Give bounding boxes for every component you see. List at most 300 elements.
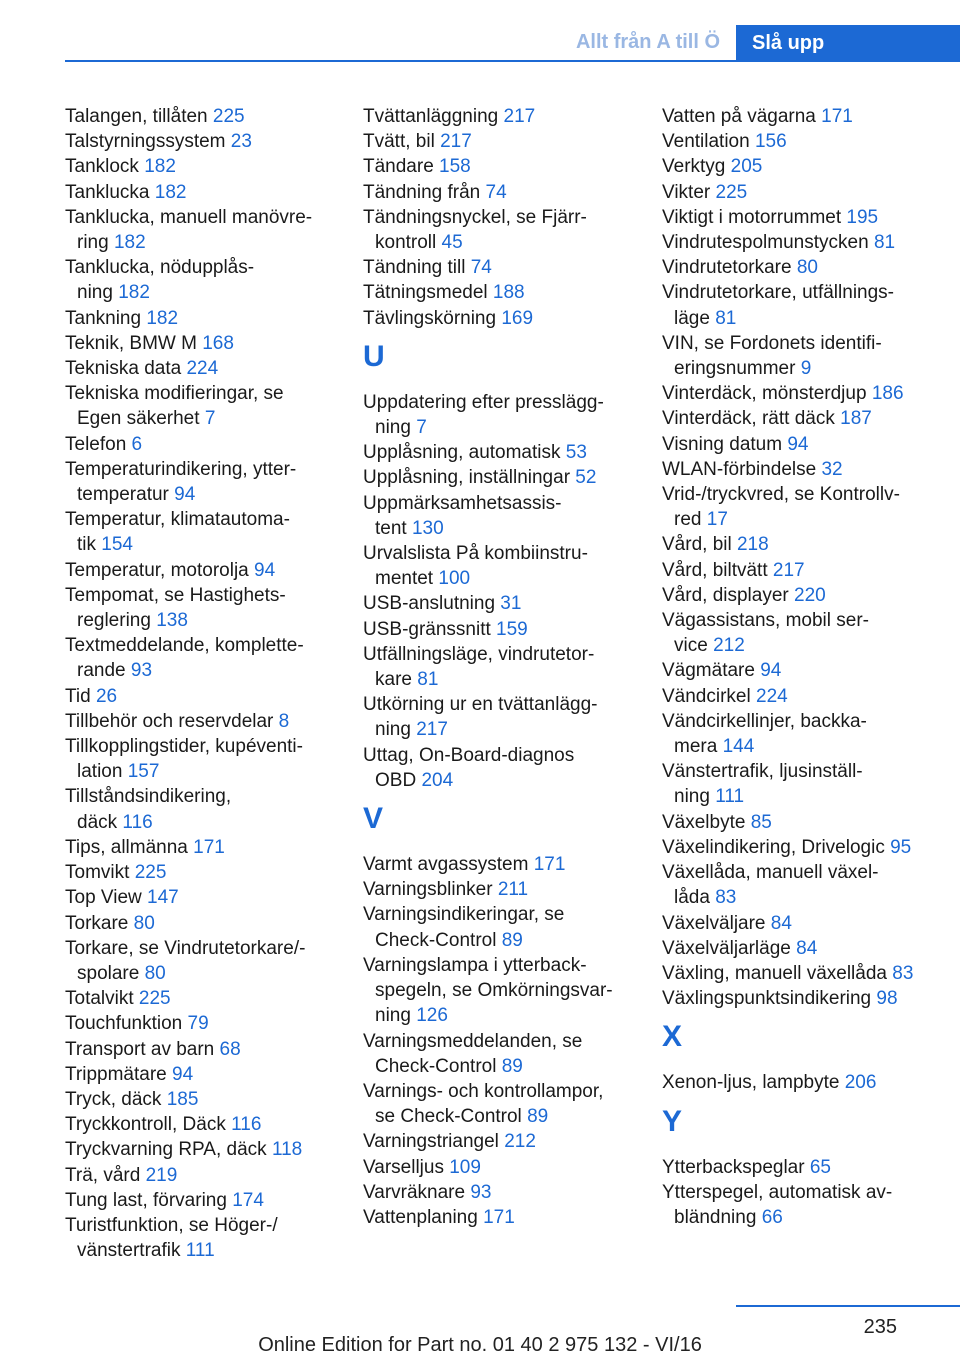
page-reference-link[interactable]: 116 [231, 1114, 262, 1136]
entry-term: Vindrutespolmunstycken [662, 232, 874, 254]
page-reference-link[interactable]: 144 [722, 736, 755, 758]
entry-continuation: lation [77, 761, 128, 783]
entry-term: Tvättanläggning [363, 106, 504, 127]
page-reference-link[interactable]: 186 [871, 383, 904, 405]
entry-term: Vindrutetorkare [662, 257, 797, 279]
page-reference-link[interactable]: 212 [504, 1131, 536, 1153]
index-entry [65, 986, 335, 1011]
page-reference-link[interactable]: 154 [101, 534, 133, 556]
index-entry [65, 1011, 335, 1036]
index-entry [65, 911, 335, 936]
entry-term: Talangen, tillåten [65, 106, 213, 127]
index-entry [662, 961, 952, 986]
page-reference-link[interactable]: 83 [892, 962, 914, 984]
page-reference-link[interactable]: 89 [501, 1055, 523, 1077]
entry-term: Xenon-ljus, lampbyte [662, 1072, 845, 1094]
index-entry [662, 1155, 952, 1180]
entry-continuation: spolare [77, 962, 145, 984]
page-reference-link[interactable]: 212 [713, 635, 745, 657]
page-reference-link[interactable]: 80 [144, 962, 166, 984]
page-reference-link[interactable]: 195 [846, 206, 879, 228]
entry-continuation: ning [375, 417, 417, 439]
index-entry [662, 532, 952, 557]
entry-continuation: tik [77, 534, 102, 556]
entry-term: Tankning [65, 307, 147, 329]
entry-term: Varmt avgassystem [363, 854, 534, 876]
entry-term: USB-anslutning [363, 593, 501, 615]
entry-term: Turistfunktion, se Höger-/ [65, 1214, 278, 1236]
edition-footer: Online Edition for Part no. 01 40 2 975 132 - VI/16 [258, 1334, 702, 1356]
page-reference-link[interactable]: 17 [706, 509, 728, 531]
page-reference-link[interactable]: 100 [438, 568, 471, 590]
page-reference-link[interactable]: 206 [844, 1072, 877, 1094]
entry-continuation: red [674, 509, 707, 531]
entry-continuation: mentet [375, 568, 439, 590]
index-entry [65, 129, 335, 154]
entry-term: Temperatur, motorolja [65, 559, 255, 581]
entry-term: Utfällningsläge, vindrutetor- [363, 643, 595, 665]
page-reference-link[interactable]: 225 [212, 106, 245, 127]
index-entry [363, 1155, 633, 1180]
entry-term: USB-gränssnitt [363, 618, 497, 640]
entry-term: Ytterbackspeglar [662, 1156, 810, 1178]
page-reference-link[interactable]: 74 [485, 181, 507, 203]
page-reference-link[interactable]: 79 [187, 1013, 209, 1035]
page-reference-link[interactable]: 94 [760, 660, 782, 682]
page-reference-link[interactable]: 171 [821, 106, 853, 127]
index-entry [65, 205, 335, 255]
page-reference-link[interactable]: 53 [565, 442, 587, 464]
page-reference-link[interactable]: 85 [750, 811, 772, 833]
index-entry [65, 885, 335, 910]
index-entry [662, 205, 952, 230]
index-entry [662, 911, 952, 936]
index-entry [65, 154, 335, 179]
page-reference-link[interactable]: 65 [809, 1156, 831, 1178]
entry-continuation: vice [674, 635, 714, 657]
entry-continuation: se Check-Control [375, 1106, 528, 1128]
index-entry [65, 1062, 335, 1087]
entry-term: Vinterdäck, mönsterdjup [662, 383, 872, 405]
index-entry [65, 1213, 335, 1263]
entry-term: Textmeddelande, komplette- [65, 635, 304, 657]
index-entry [662, 583, 952, 608]
index-entry [363, 1079, 633, 1129]
entry-term: Varvräknare [363, 1181, 471, 1203]
page-reference-link[interactable]: 109 [449, 1156, 481, 1178]
entry-continuation: Egen säkerhet [77, 408, 205, 430]
page-reference-link[interactable]: 89 [527, 1106, 549, 1128]
index-entry [363, 877, 633, 902]
page-reference-link[interactable]: 95 [890, 836, 912, 858]
entry-term: Tryck, däck [65, 1088, 167, 1110]
entry-term: Ytterspegel, automatisk av- [662, 1181, 893, 1203]
page-reference-link[interactable]: 225 [715, 181, 748, 203]
entry-term: Vrid-/tryckvred, se Kontrollv- [662, 484, 900, 506]
page-reference-link[interactable]: 130 [411, 517, 444, 539]
page-reference-link[interactable]: 182 [144, 156, 176, 178]
page-reference-link[interactable]: 157 [127, 761, 160, 783]
entry-term: Tävlingskörning [363, 307, 502, 329]
entry-term: Tanklock [65, 156, 145, 178]
index-entry [65, 860, 335, 885]
page-reference-link[interactable]: 80 [796, 257, 818, 279]
index-entry [662, 1070, 952, 1095]
entry-term: Växellåda, manuell växel- [662, 862, 879, 884]
entry-term: WLAN-förbindelse [662, 458, 822, 480]
index-entry [363, 541, 633, 591]
page-reference-link[interactable]: 225 [138, 988, 171, 1010]
entry-continuation: kontroll [375, 232, 442, 254]
entry-term: Varningsmeddelanden, se [363, 1030, 583, 1052]
index-entry [363, 390, 633, 440]
page-reference-link[interactable]: 156 [754, 131, 787, 153]
page-reference-link[interactable]: 220 [794, 584, 826, 606]
entry-term: Tekniska modifieringar, se [65, 383, 284, 405]
entry-term: Tvätt, bil [363, 131, 441, 153]
page-reference-link[interactable]: 217 [772, 559, 805, 581]
index-entry [363, 280, 633, 305]
entry-term: Telefon [65, 433, 132, 455]
entry-term: Temperaturindikering, ytter- [65, 458, 297, 480]
index-entry [363, 743, 633, 793]
page-reference-link[interactable]: 84 [770, 912, 792, 934]
entry-term: Växelväljare [662, 912, 771, 934]
entry-term: Vård, displayer [662, 584, 795, 606]
entry-term: Tung last, förvaring [65, 1189, 233, 1211]
page-reference-link[interactable]: 94 [254, 559, 276, 581]
index-entry [662, 230, 952, 255]
index-letter-heading: X [662, 1020, 683, 1054]
page-reference-link[interactable]: 171 [193, 836, 225, 858]
entry-term: Tempomat, se Hastighets- [65, 584, 286, 606]
page-reference-link[interactable]: 182 [146, 307, 179, 329]
page-reference-link[interactable]: 126 [416, 1005, 448, 1027]
index-entry [65, 734, 335, 784]
page-reference-link[interactable]: 84 [796, 937, 818, 959]
entry-term: Upplåsning, automatisk [363, 442, 566, 464]
index-entry [65, 1137, 335, 1162]
page-reference-link[interactable]: 174 [232, 1189, 264, 1211]
entry-term: Tändningsnyckel, se Fjärr- [363, 206, 587, 228]
index-entry [65, 583, 335, 633]
page-reference-link[interactable]: 26 [95, 685, 118, 707]
page-reference-link[interactable]: 188 [492, 282, 525, 304]
entry-term: Vikter [662, 181, 716, 203]
entry-term: Varningsblinker [363, 879, 498, 901]
index-entry [363, 129, 633, 154]
index-entry [662, 658, 952, 683]
page-reference-link[interactable]: 182 [154, 181, 187, 203]
entry-term: Torkare [65, 912, 134, 934]
index-entry [363, 1129, 633, 1154]
entry-term: Ventilation [662, 131, 755, 153]
entry-term: Varselljus [363, 1156, 450, 1178]
index-entry [363, 852, 633, 877]
entry-term: Tryckkontroll, Däck [65, 1114, 232, 1136]
page-reference-link[interactable]: 158 [439, 156, 471, 178]
page-reference-link[interactable]: 182 [118, 282, 150, 304]
index-entry [363, 692, 633, 742]
entry-term: Verktyg [662, 156, 731, 178]
entry-term: Transport av barn [65, 1038, 220, 1060]
index-entry [65, 180, 335, 205]
entry-term: Tomvikt [65, 862, 135, 884]
entry-term: Tanklucka, nödupplås- [65, 257, 255, 279]
page-reference-link[interactable]: 211 [497, 879, 529, 901]
index-entry [65, 432, 335, 457]
page-reference-link[interactable]: 81 [417, 669, 439, 691]
entry-term: Trippmätare [65, 1063, 172, 1085]
index-entry [662, 280, 952, 330]
index-letter-heading: Y [662, 1104, 683, 1138]
entry-term: Trä, vård [65, 1164, 146, 1186]
index-entry [662, 936, 952, 961]
page-reference-link[interactable]: 224 [186, 358, 219, 380]
page-reference-link[interactable]: 7 [204, 408, 216, 430]
index-entry [363, 902, 633, 952]
entry-continuation: tent [375, 517, 412, 539]
index-entry [65, 936, 335, 986]
entry-term: Tillbehör och reservdelar [65, 710, 279, 732]
index-entry [363, 465, 633, 490]
page-reference-link[interactable]: 187 [840, 408, 872, 430]
index-entry [65, 684, 335, 709]
index-entry [65, 1188, 335, 1213]
page-reference-link[interactable]: 147 [147, 887, 179, 909]
entry-term: Vändcirkel [662, 685, 756, 707]
entry-term: Tid [65, 685, 96, 707]
page-reference-link[interactable]: 32 [821, 458, 843, 480]
entry-term: Tryckvarning RPA, däck [65, 1139, 272, 1161]
index-entry [363, 491, 633, 541]
page-reference-link[interactable]: 205 [730, 156, 763, 178]
entry-continuation: ning [375, 1005, 417, 1027]
entry-continuation: spegeln, se Omkörningsvar- [375, 980, 613, 1002]
entry-term: Växelbyte [662, 811, 751, 833]
page-reference-link[interactable]: 168 [202, 332, 234, 354]
page-reference-link[interactable]: 217 [416, 719, 448, 741]
page-reference-link[interactable]: 111 [185, 1240, 215, 1262]
entry-term: Tändning till [363, 257, 471, 279]
page-reference-link[interactable]: 138 [156, 610, 188, 632]
page-reference-link[interactable]: 93 [470, 1181, 492, 1203]
index-entry [662, 255, 952, 280]
page-reference-link[interactable]: 52 [575, 467, 597, 489]
entry-term: Top View [65, 887, 148, 909]
entry-continuation: läge [674, 307, 716, 329]
entry-term: Vägmätare [662, 660, 761, 682]
entry-term: Varningslampa i ytterback- [363, 954, 587, 976]
page-reference-link[interactable]: 171 [533, 854, 566, 876]
index-entry [662, 457, 952, 482]
page-reference-link[interactable]: 98 [876, 988, 898, 1010]
entry-term: Uttag, On-Board-diagnos [363, 744, 575, 766]
entry-term: Vård, bil [662, 534, 737, 556]
page-reference-link[interactable]: 9 [800, 358, 812, 380]
page-reference-link[interactable]: 182 [113, 232, 146, 254]
page-reference-link[interactable]: 93 [130, 660, 153, 682]
index-entry [662, 810, 952, 835]
page-reference-link[interactable]: 94 [174, 484, 196, 506]
page-reference-link[interactable]: 45 [441, 232, 463, 254]
index-entry [662, 406, 952, 431]
index-entry [65, 457, 335, 507]
page-reference-link[interactable]: 218 [736, 534, 769, 556]
index-entry [363, 1029, 633, 1079]
index-entry [65, 558, 335, 583]
index-entry [65, 507, 335, 557]
index-entry [65, 331, 335, 356]
page-reference-link[interactable]: 8 [278, 710, 290, 732]
index-entry [65, 255, 335, 305]
section-tab-a-to-o[interactable]: Allt från A till Ö [575, 31, 721, 53]
index-entry [65, 306, 335, 331]
entry-continuation: bländning [674, 1206, 762, 1228]
page-number: 235 [863, 1316, 897, 1338]
index-entry [65, 1112, 335, 1137]
index-entry [662, 180, 952, 205]
index-entry [662, 709, 952, 759]
entry-term: Viktigt i motorrummet [662, 206, 847, 228]
page-reference-link[interactable]: 111 [715, 786, 745, 808]
entry-continuation: Check-Control [375, 929, 502, 951]
entry-continuation: OBD [375, 769, 422, 791]
index-entry [662, 608, 952, 658]
entry-term: Växling, manuell växellåda [662, 962, 893, 984]
index-entry [65, 709, 335, 734]
index-entry [363, 440, 633, 465]
index-entry [65, 104, 335, 129]
index-entry [662, 860, 952, 910]
entry-continuation: ring [77, 232, 114, 254]
index-entry [65, 356, 335, 381]
entry-term: Tanklucka, manuell manövre- [65, 206, 313, 228]
entry-term: Vändcirkellinjer, backka- [662, 710, 867, 732]
page-reference-link[interactable]: 81 [873, 232, 896, 254]
entry-term: Uppdatering efter presslägg- [363, 391, 604, 413]
page-reference-link[interactable]: 171 [483, 1206, 515, 1228]
page-reference-link[interactable]: 225 [134, 862, 167, 884]
index-entry [65, 784, 335, 834]
page-reference-link[interactable]: 94 [787, 433, 809, 455]
page-reference-link[interactable]: 159 [496, 618, 528, 640]
page-reference-link[interactable]: 185 [166, 1088, 199, 1110]
entry-term: Vattenplaning [363, 1206, 484, 1228]
index-column-1 [65, 104, 335, 1263]
entry-term: Totalvikt [65, 988, 139, 1010]
entry-term: Temperatur, klimatautoma- [65, 509, 290, 531]
entry-term: Utkörning ur en tvättanlägg- [363, 694, 598, 716]
index-column-3 [662, 104, 952, 1230]
index-entry [363, 180, 633, 205]
page-reference-link[interactable]: 94 [172, 1063, 194, 1085]
index-entry [662, 331, 952, 381]
page-reference-link[interactable]: 80 [133, 912, 155, 934]
page-reference-link[interactable]: 217 [440, 131, 472, 153]
entry-continuation: eringsnummer [674, 358, 801, 380]
page-reference-link[interactable]: 31 [500, 593, 522, 615]
page-reference-link[interactable]: 68 [219, 1038, 241, 1060]
entry-term: VIN, se Fordonets identifi- [662, 332, 882, 354]
index-entry [65, 1087, 335, 1112]
entry-continuation: reglering [77, 610, 157, 632]
entry-term: Torkare, se Vindrutetorkare/- [65, 937, 306, 959]
page-reference-link[interactable]: 23 [230, 131, 252, 153]
entry-continuation: låda [674, 887, 716, 909]
page-reference-link[interactable]: 204 [421, 769, 454, 791]
index-entry [662, 986, 952, 1011]
entry-continuation: vänstertrafik [77, 1240, 186, 1262]
entry-term: Uppmärksamhetsassis- [363, 492, 562, 514]
index-entry [363, 1205, 633, 1230]
page-reference-link[interactable]: 89 [501, 929, 523, 951]
page-reference-link[interactable]: 169 [501, 307, 534, 329]
entry-term: Tändning från [363, 181, 486, 203]
index-letter-heading: V [363, 802, 384, 836]
header-rule [65, 60, 960, 62]
page-reference-link[interactable]: 66 [761, 1206, 783, 1228]
entry-term: Vård, biltvätt [662, 559, 773, 581]
page-reference-link[interactable]: 116 [122, 811, 153, 833]
entry-term: Tanklucka [65, 181, 155, 203]
index-column-2 [363, 104, 633, 1230]
entry-term: Varningstriangel [363, 1131, 505, 1153]
entry-term: Växelväljarläge [662, 937, 797, 959]
index-entry [363, 205, 633, 255]
entry-term: Tips, allmänna [65, 836, 194, 858]
page-reference-link[interactable]: 224 [756, 685, 788, 707]
index-letter-heading: U [363, 339, 385, 373]
index-entry [65, 1163, 335, 1188]
entry-term: Vänstertrafik, ljusinställ- [662, 761, 863, 783]
index-entry [65, 381, 335, 431]
entry-term: Tekniska data [65, 358, 187, 380]
page-reference-link[interactable]: 118 [271, 1139, 303, 1161]
entry-continuation: temperatur [77, 484, 175, 506]
index-entry [363, 255, 633, 280]
entry-term: Vatten på vägarna [662, 106, 822, 127]
index-entry [363, 591, 633, 616]
page-reference-link[interactable]: 219 [145, 1164, 178, 1186]
entry-continuation: Check-Control [375, 1055, 502, 1077]
page-reference-link[interactable]: 7 [416, 417, 427, 439]
entry-term: Urvalslista På kombiinstru- [363, 543, 588, 565]
index-entry [363, 154, 633, 179]
entry-term: Växelindikering, Drivelogic [662, 836, 891, 858]
index-entry [662, 684, 952, 709]
section-tab-lookup[interactable]: Slå upp [736, 25, 960, 62]
entry-continuation: däck [77, 811, 123, 833]
index-entry [65, 1037, 335, 1062]
page-reference-link[interactable]: 74 [470, 257, 492, 279]
page-reference-link[interactable]: 81 [715, 307, 737, 329]
index-entry [363, 306, 633, 331]
entry-term: Upplåsning, inställningar [363, 467, 576, 489]
entry-term: Tändare [363, 156, 440, 178]
index-entry [662, 104, 952, 129]
page-reference-link[interactable]: 6 [131, 433, 143, 455]
entry-term: Touchfunktion [65, 1013, 188, 1035]
index-entry [662, 558, 952, 583]
entry-term: Tillkopplingstider, kupéventi- [65, 736, 303, 758]
entry-continuation: rande [77, 660, 131, 682]
index-entry [662, 432, 952, 457]
page-reference-link[interactable]: 83 [715, 887, 737, 909]
entry-continuation: mera [674, 736, 723, 758]
entry-term: Visning datum [662, 433, 788, 455]
page-reference-link[interactable]: 217 [503, 106, 536, 127]
